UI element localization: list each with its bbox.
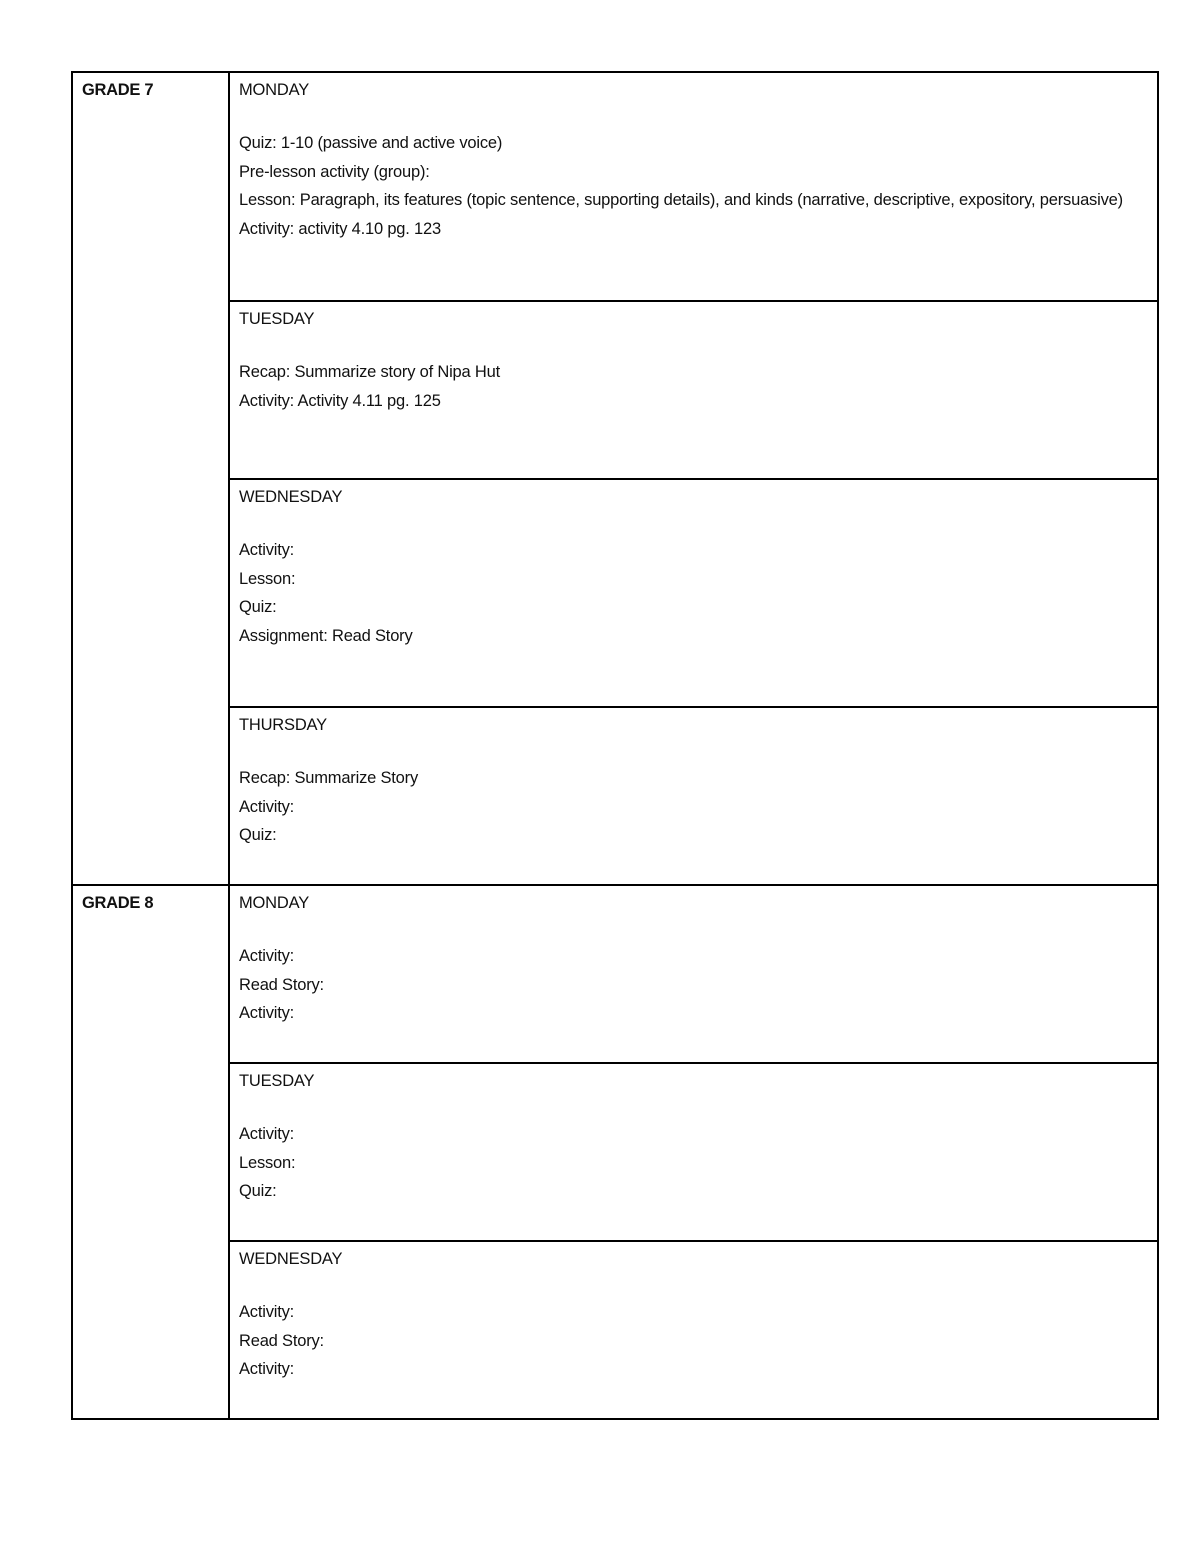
entry: Lesson: xyxy=(239,569,296,588)
entry: Quiz: xyxy=(239,826,277,844)
entry: Activity: Activity 4.11 pg. 125 xyxy=(239,391,441,410)
grade7-cell xyxy=(72,72,229,885)
entry: Activity: xyxy=(239,797,295,816)
day-name: WEDNESDAY xyxy=(239,1250,343,1268)
entry: Activity: xyxy=(239,1303,295,1321)
grade8-tuesday-cell xyxy=(229,1063,1158,1241)
grade7-tuesday-row xyxy=(72,301,1158,479)
grade7-thursday-row xyxy=(72,707,1158,885)
day-name: THURSDAY xyxy=(239,716,327,734)
entry: Activity: xyxy=(239,947,295,965)
grade7-wednesday-cell xyxy=(229,479,1158,707)
grade8-monday-cell xyxy=(229,885,1158,1063)
entry: Activity: activity 4.10 pg. 123 xyxy=(239,219,441,238)
grade7-monday-cell xyxy=(229,72,1158,301)
grade8-wednesday-cell xyxy=(229,1241,1158,1419)
grade7-wednesday-row xyxy=(72,479,1158,707)
day-name: MONDAY xyxy=(239,81,309,99)
entry: Assignment: Read Story xyxy=(239,626,413,645)
day-name: TUESDAY xyxy=(239,1072,315,1090)
entry: Activity: xyxy=(239,1125,295,1143)
grade-label: GRADE 8 xyxy=(82,894,154,912)
entry: Recap: Summarize story of Nipa Hut xyxy=(239,363,500,381)
grade7-monday-row xyxy=(72,72,1158,301)
grade8-wednesday-row xyxy=(72,1241,1158,1419)
grade8-cell xyxy=(72,885,229,1419)
entry: Read Story: xyxy=(239,1331,324,1350)
day-name: TUESDAY xyxy=(239,310,315,328)
entry: Recap: Summarize Story xyxy=(239,769,418,787)
day-name: MONDAY xyxy=(239,894,309,912)
entry: Activity: xyxy=(239,541,295,559)
entry: Quiz: 1-10 (passive and active voice) xyxy=(239,134,503,152)
entry: Lesson: xyxy=(239,1153,296,1172)
grade7-thursday-cell xyxy=(229,707,1158,885)
grade7-tuesday-cell xyxy=(229,301,1158,479)
day-name: WEDNESDAY xyxy=(239,488,343,506)
grade8-tuesday-row xyxy=(72,1063,1158,1241)
grade8-monday-row xyxy=(72,885,1158,1063)
entry: Activity: xyxy=(239,1004,295,1022)
entry: Pre-lesson activity (group): xyxy=(239,162,430,181)
entry: Quiz: xyxy=(239,1182,277,1200)
lesson-plan-table xyxy=(71,71,1159,1420)
grade-label: GRADE 7 xyxy=(82,81,154,99)
entry: Activity: xyxy=(239,1360,295,1378)
entry: Quiz: xyxy=(239,598,277,616)
entry: Lesson: Paragraph, its features (topic sentence, supporting details), and kinds (narrative, descriptive, expository, persuasive) xyxy=(239,191,1123,209)
entry: Read Story: xyxy=(239,975,324,994)
